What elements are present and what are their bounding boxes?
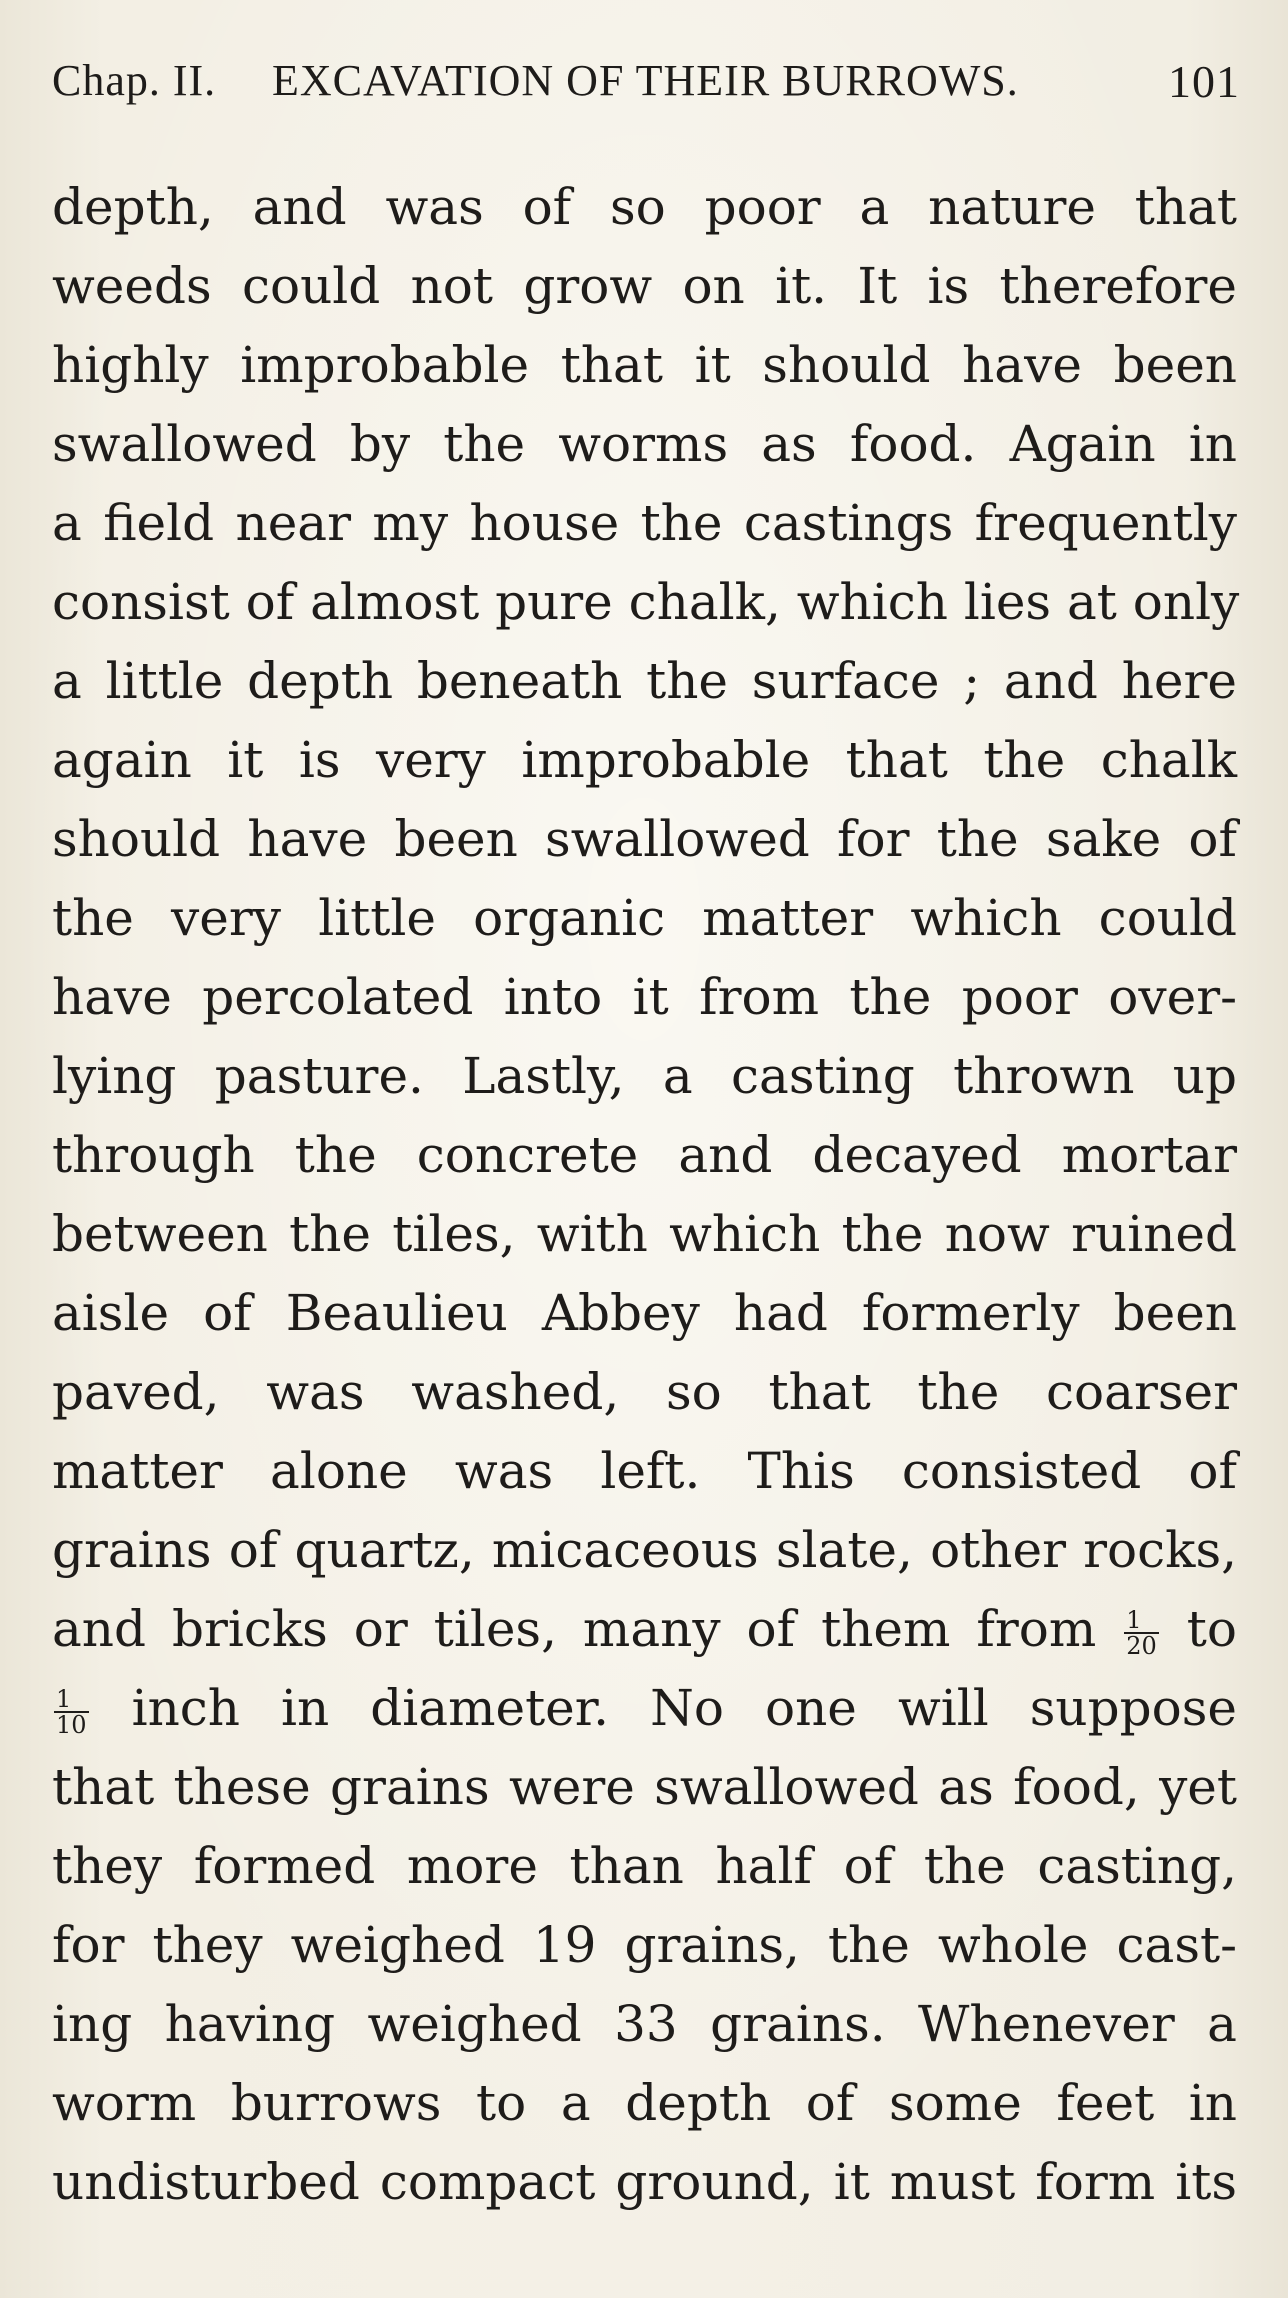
fraction-denominator: 10 xyxy=(56,1711,87,1739)
text-line: that these grains were swallowed as food, yet xyxy=(52,1758,1237,1816)
fraction-numerator: 1 xyxy=(1124,1608,1159,1634)
chapter-label: Chap. II. xyxy=(52,56,217,105)
text-line: grains of quartz, micaceous slate, other rocks, xyxy=(52,1521,1237,1579)
text-line: the very little organic matter which could xyxy=(52,889,1237,947)
text-line-with-fraction xyxy=(52,1669,1237,1748)
text-line: lying pasture. Lastly, a casting thrown up xyxy=(52,1047,1237,1105)
fraction-line2-after: inch in diameter. No one will suppose xyxy=(131,1679,1237,1737)
fraction-denominator: 20 xyxy=(1126,1632,1157,1660)
text-line: matter alone was left. This consisted of xyxy=(52,1442,1237,1500)
page-number: 101 xyxy=(1168,56,1240,107)
text-line: between the tiles, with which the now ruined xyxy=(52,1205,1237,1263)
fraction-line-after: to xyxy=(1186,1600,1237,1658)
running-title: EXCAVATION OF THEIR BURROWS. xyxy=(272,56,1019,105)
text-line: have percolated into it from the poor over- xyxy=(52,968,1237,1026)
text-line: for they weighed 19 grains, the whole cast- xyxy=(52,1916,1237,1974)
text-line: again it is very improbable that the chalk xyxy=(52,731,1237,789)
text-line: weeds could not grow on it. It is therefore xyxy=(52,257,1237,315)
fraction-one-tenth xyxy=(54,1687,89,1737)
fraction-numerator: 1 xyxy=(54,1687,89,1713)
text-line: swallowed by the worms as food. Again in xyxy=(52,415,1237,473)
text-line-with-fraction xyxy=(52,1590,1237,1669)
text-line: undisturbed compact ground, it must form its xyxy=(52,2153,1237,2211)
text-line: aisle of Beaulieu Abbey had formerly been xyxy=(52,1284,1237,1342)
text-line: worm burrows to a depth of some feet in xyxy=(52,2074,1237,2132)
running-header xyxy=(52,55,1240,115)
fraction-line-before: and bricks or tiles, many of them from xyxy=(52,1600,1097,1658)
text-line: highly improbable that it should have been xyxy=(52,336,1237,394)
text-line: a little depth beneath the surface ; and here xyxy=(52,652,1237,710)
text-line: consist of almost pure chalk, which lies at only xyxy=(52,573,1240,631)
text-line: depth, and was of so poor a nature that xyxy=(52,178,1237,236)
fraction-one-twentieth xyxy=(1124,1608,1159,1658)
body-text xyxy=(52,168,1240,2222)
text-line: they formed more than half of the casting, xyxy=(52,1837,1237,1895)
text-line: through the concrete and decayed mortar xyxy=(52,1126,1237,1184)
text-line: should have been swallowed for the sake of xyxy=(52,810,1237,868)
text-line: a field near my house the castings frequently xyxy=(52,494,1237,552)
text-line: paved, was washed, so that the coarser xyxy=(52,1363,1237,1421)
text-line: ing having weighed 33 grains. Whenever a xyxy=(52,1995,1237,2053)
